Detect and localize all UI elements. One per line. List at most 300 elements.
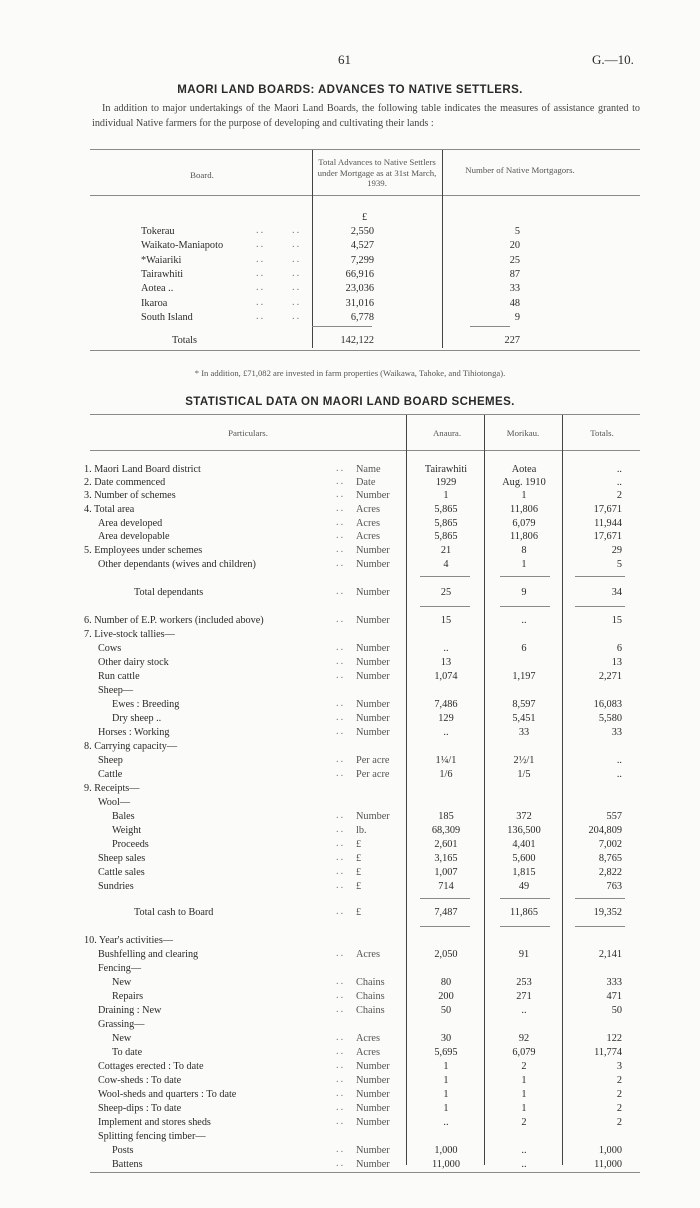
scheme-row-unit: Number xyxy=(356,587,390,598)
leader-dots: .. xyxy=(336,990,346,1001)
board-advances: 23,036 xyxy=(345,283,374,295)
board-name: South Island xyxy=(141,311,193,323)
scheme-row-morikau: 253 xyxy=(516,977,532,988)
scheme-row-label: 3. Number of schemes xyxy=(84,490,176,501)
scheme-row-anaura: .. xyxy=(443,1117,449,1128)
scheme-row-totals: 15 xyxy=(611,615,622,626)
board-advances: 66,916 xyxy=(345,268,374,280)
scheme-row-unit: Number xyxy=(356,727,390,738)
leader-dots: .. xyxy=(336,463,346,474)
scheme-row-totals: 13 xyxy=(611,657,622,668)
scheme-row-morikau: 11,806 xyxy=(510,504,538,515)
scheme-row-totals: 17,671 xyxy=(593,504,622,515)
totaldep-bottom-rule-t xyxy=(575,606,625,607)
table2-header-morikau: Morikau. xyxy=(506,428,540,438)
scheme-row-label: New xyxy=(112,977,132,988)
scheme-row-label: 10. Year's activities— xyxy=(84,935,173,946)
scheme-row-morikau: 11,865 xyxy=(510,907,538,918)
scheme-row-totals: 19,352 xyxy=(593,907,622,918)
scheme-row-totals: 471 xyxy=(606,991,622,1002)
scheme-row-morikau: 49 xyxy=(518,881,530,892)
scheme-row-morikau: .. xyxy=(521,1145,527,1156)
scheme-row-unit: Per acre xyxy=(356,769,390,780)
board-mortgagors: 33 xyxy=(509,283,520,295)
scheme-row-unit: Number xyxy=(356,1103,390,1114)
scheme-row-unit: Acres xyxy=(356,1033,381,1044)
scheme-row-totals: 2,822 xyxy=(598,867,622,878)
table1-totals-advances: 142,122 xyxy=(340,335,374,346)
leader-dots: .. xyxy=(256,282,266,294)
scheme-row-totals: 8,765 xyxy=(598,853,622,864)
leader-dots: .. xyxy=(336,1046,346,1057)
table1-header-rule xyxy=(90,195,640,196)
scheme-row-label: Sheep-dips : To date xyxy=(98,1103,182,1114)
scheme-row-morikau: 2½/1 xyxy=(513,755,535,766)
leader-dots: .. xyxy=(336,754,346,765)
totalcash-bottom-rule-t xyxy=(575,926,625,927)
leader-dots: .. xyxy=(292,267,302,279)
scheme-row-label: Implement and stores sheds xyxy=(98,1117,211,1128)
board-name: Tairawhiti xyxy=(141,268,184,280)
table1-footnote: * In addition, £71,082 are invested in farm properties (Waikawa, Tahoke, and Tihiotonga). xyxy=(194,368,506,378)
leader-dots: .. xyxy=(256,296,266,308)
leader-dots: .. xyxy=(336,614,346,625)
scheme-row-totals: 16,083 xyxy=(593,699,622,710)
scheme-row-morikau: 1/5 xyxy=(517,769,531,780)
leader-dots: .. xyxy=(256,310,266,322)
scheme-row-label: Area developable xyxy=(98,531,170,542)
leader-dots: .. xyxy=(336,948,346,959)
board-mortgagors: 25 xyxy=(509,254,520,266)
totalcash-bottom-rule-a xyxy=(420,926,470,927)
scheme-row-label: 2. Date commenced xyxy=(84,477,166,488)
leader-dots: .. xyxy=(292,239,302,251)
scheme-row-label: Bales xyxy=(112,811,135,822)
scheme-row-anaura: 1,007 xyxy=(434,867,458,878)
table2-header-anaura: Anaura. xyxy=(432,428,462,438)
scheme-row-unit: Number xyxy=(356,671,390,682)
scheme-row-totals: 29 xyxy=(611,545,622,556)
page-code: G.—10. xyxy=(592,52,634,67)
scheme-row-totals: 17,671 xyxy=(593,531,622,542)
scheme-row-label: Draining : New xyxy=(98,1005,162,1016)
scheme-row-totals: 11,774 xyxy=(594,1047,622,1058)
scheme-row-unit: Per acre xyxy=(356,755,390,766)
scheme-row-totals: .. xyxy=(616,464,622,475)
scheme-row-morikau: 1,815 xyxy=(512,867,536,878)
scheme-row-anaura: 185 xyxy=(438,811,454,822)
scheme-row-totals: 5,580 xyxy=(598,713,622,724)
scheme-row-label: Posts xyxy=(112,1145,134,1156)
scheme-row-label: Run cattle xyxy=(98,671,140,682)
scheme-row-morikau: 4,401 xyxy=(512,839,536,850)
scheme-row-totals: 34 xyxy=(611,587,622,598)
leader-dots: .. xyxy=(336,558,346,569)
scheme-row-label: Weight xyxy=(112,825,142,836)
scheme-row-label: Cow-sheds : To date xyxy=(98,1075,182,1086)
totaldep-bottom-rule-a xyxy=(420,606,470,607)
scheme-row-unit: lb. xyxy=(356,825,367,836)
scheme-row-unit: Number xyxy=(356,559,390,570)
leader-dots: .. xyxy=(336,476,346,487)
scheme-row-morikau: 9 xyxy=(521,587,527,598)
page-number: 61 xyxy=(338,52,351,67)
scheme-row-totals: 2 xyxy=(616,1075,622,1086)
scheme-row-morikau: 33 xyxy=(518,727,530,738)
leader-dots: .. xyxy=(336,810,346,821)
schemes-section-title: STATISTICAL DATA ON MAORI LAND BOARD SCHEMES. xyxy=(185,396,515,408)
table2-header-totals: Totals. xyxy=(590,428,614,438)
scheme-row-morikau: 136,500 xyxy=(507,825,541,836)
scheme-row-unit: Number xyxy=(356,615,390,626)
leader-dots: .. xyxy=(336,1088,346,1099)
table1-totals-mortgagors: 227 xyxy=(504,335,520,346)
scheme-row-totals: 11,944 xyxy=(594,518,622,529)
scheme-row-unit: Number xyxy=(356,657,390,668)
boards-intro-paragraph: In addition to major undertakings of the Maori Land Boards, the following table indicates the measures of assistance granted to individual Native farmers for the purpose of developing and cultivating their lands : xyxy=(92,103,640,129)
scheme-row-label: Area developed xyxy=(98,518,163,529)
table1-totals-label: Totals xyxy=(172,335,198,346)
scheme-row-label: Cottages erected : To date xyxy=(98,1061,204,1072)
table1-sum-rule-2 xyxy=(470,326,510,327)
scheme-row-anaura: Tairawhiti xyxy=(424,464,468,475)
scheme-row-totals: 3 xyxy=(616,1061,622,1072)
scheme-row-anaura: 50 xyxy=(440,1005,452,1016)
totalcash-top-rule-a xyxy=(420,898,470,899)
scheme-row-anaura: 11,000 xyxy=(432,1159,460,1170)
scheme-row-morikau: .. xyxy=(521,1159,527,1170)
scheme-row-totals: 2,271 xyxy=(598,671,622,682)
table2-header-rule xyxy=(90,450,640,451)
scheme-row-morikau: 11,806 xyxy=(510,531,538,542)
scheme-row-label: Ewes : Breeding xyxy=(112,699,180,710)
scheme-row-anaura: 200 xyxy=(438,991,454,1002)
scheme-row-unit: £ xyxy=(356,867,362,878)
board-advances: 2,550 xyxy=(350,226,374,237)
scheme-row-label: Wool— xyxy=(98,797,131,808)
scheme-row-morikau: 372 xyxy=(516,811,532,822)
scheme-row-unit: £ xyxy=(356,839,362,850)
scheme-row-totals: 1,000 xyxy=(598,1145,622,1156)
scheme-row-totals: 204,809 xyxy=(588,825,622,836)
leader-dots: .. xyxy=(336,976,346,987)
scheme-row-unit: Number xyxy=(356,1061,390,1072)
scheme-row-totals: 122 xyxy=(606,1033,622,1044)
table1-unit-label: £ xyxy=(362,212,368,223)
scheme-row-anaura: 2,050 xyxy=(434,949,458,960)
scheme-row-label: Cows xyxy=(98,643,122,654)
scheme-row-anaura: 1,000 xyxy=(434,1145,458,1156)
scheme-row-anaura: .. xyxy=(443,727,449,738)
totalcash-bottom-rule-m xyxy=(500,926,550,927)
scheme-row-unit: Number xyxy=(356,713,390,724)
scheme-row-unit: Acres xyxy=(356,518,381,529)
scheme-row-unit: £ xyxy=(356,907,362,918)
scheme-row-label: 7. Live-stock tallies— xyxy=(84,629,175,640)
scheme-row-unit: £ xyxy=(356,853,362,864)
scheme-row-totals: 2,141 xyxy=(598,949,622,960)
scheme-row-label: 4. Total area xyxy=(84,504,135,515)
totaldep-top-rule-a xyxy=(420,576,470,577)
scheme-row-label: Grassing— xyxy=(98,1019,145,1030)
scheme-row-label: 8. Carrying capacity— xyxy=(84,741,178,752)
leader-dots: .. xyxy=(336,656,346,667)
leader-dots: .. xyxy=(336,530,346,541)
board-mortgagors: 9 xyxy=(514,311,520,323)
scheme-row-unit: Number xyxy=(356,699,390,710)
scheme-row-label: Other dairy stock xyxy=(98,657,169,668)
totaldep-top-rule-t xyxy=(575,576,625,577)
leader-dots: .. xyxy=(256,225,266,236)
scheme-row-anaura: 1 xyxy=(443,1089,449,1100)
scheme-row-totals: 50 xyxy=(611,1005,622,1016)
scheme-row-morikau: 6,079 xyxy=(512,1047,536,1058)
leader-dots: .. xyxy=(292,310,302,322)
leader-dots: .. xyxy=(292,225,302,236)
scheme-row-anaura: 129 xyxy=(438,713,454,724)
scheme-row-unit: Acres xyxy=(356,531,381,542)
boards-section-title: MAORI LAND BOARDS: ADVANCES TO NATIVE SETTLERS. xyxy=(177,84,523,96)
scheme-row-label: Cattle sales xyxy=(98,867,145,878)
scheme-row-label: Sheep xyxy=(98,755,123,766)
scheme-row-unit: Number xyxy=(356,545,390,556)
scheme-row-label: To date xyxy=(112,1047,143,1058)
scheme-row-morikau: 1 xyxy=(521,490,527,501)
scheme-row-anaura: 25 xyxy=(440,587,452,598)
scheme-row-anaura: 1929 xyxy=(435,477,457,488)
scheme-row-label: Wool-sheds and quarters : To date xyxy=(98,1089,237,1100)
leader-dots: .. xyxy=(336,1074,346,1085)
leader-dots: .. xyxy=(292,296,302,308)
scheme-row-totals: 557 xyxy=(606,811,622,822)
scheme-row-totals: 333 xyxy=(606,977,622,988)
scheme-row-totals: 2 xyxy=(616,1103,622,1114)
scheme-row-anaura: 80 xyxy=(440,977,452,988)
board-name: Tokerau xyxy=(141,226,175,237)
leader-dots: .. xyxy=(336,824,346,835)
table1-top-rule xyxy=(90,149,640,150)
table2-divider-2 xyxy=(484,415,485,1165)
scheme-row-anaura: 1,074 xyxy=(434,671,458,682)
scheme-row-morikau: 2 xyxy=(521,1117,527,1128)
scheme-row-label: Battens xyxy=(112,1159,143,1170)
scheme-row-morikau: 6,079 xyxy=(512,518,536,529)
board-mortgagors: 87 xyxy=(509,268,520,280)
scheme-row-anaura: 3,165 xyxy=(434,853,458,864)
scheme-row-unit: Chains xyxy=(356,991,385,1002)
table2-header-particulars: Particulars. xyxy=(228,428,268,438)
scheme-row-anaura: .. xyxy=(443,643,449,654)
scheme-row-totals: .. xyxy=(616,477,622,488)
table1-sum-rule-1 xyxy=(312,326,372,327)
scheme-row-label: Dry sheep .. xyxy=(112,713,162,724)
scheme-row-morikau: Aotea xyxy=(511,464,537,475)
leader-dots: .. xyxy=(336,642,346,653)
scheme-row-anaura: 1 xyxy=(443,1075,449,1086)
scheme-row-morikau: 1 xyxy=(521,1075,527,1086)
leader-dots: .. xyxy=(256,253,266,265)
scheme-row-anaura: 1 xyxy=(443,1103,449,1114)
table2-top-rule xyxy=(90,414,640,415)
scheme-row-anaura: 4 xyxy=(443,559,449,570)
scheme-row-anaura: 2,601 xyxy=(434,839,458,850)
leader-dots: .. xyxy=(336,768,346,779)
scheme-row-anaura: 5,865 xyxy=(434,518,458,529)
scheme-row-anaura: 5,695 xyxy=(434,1047,458,1058)
scheme-row-totals: 763 xyxy=(606,881,622,892)
scheme-row-unit: Number xyxy=(356,490,390,501)
scheme-row-anaura: 15 xyxy=(440,615,452,626)
scheme-row-morikau: 8,597 xyxy=(512,699,536,710)
leader-dots: .. xyxy=(292,253,302,265)
scheme-row-anaura: 13 xyxy=(440,657,452,668)
totaldep-top-rule-m xyxy=(500,576,550,577)
leader-dots: .. xyxy=(336,544,346,555)
scheme-row-label: Splitting fencing timber— xyxy=(98,1131,206,1142)
scheme-row-anaura: 1 xyxy=(443,1061,449,1072)
leader-dots: .. xyxy=(336,906,346,917)
scheme-row-label: Fencing— xyxy=(98,963,142,974)
scheme-row-unit: Date xyxy=(356,477,376,488)
scheme-row-label: Bushfelling and clearing xyxy=(98,949,199,960)
scheme-row-label: Total dependants xyxy=(134,587,204,598)
leader-dots: .. xyxy=(336,712,346,723)
scheme-row-anaura: 1/6 xyxy=(439,769,453,780)
scheme-row-anaura: 68,309 xyxy=(431,825,461,836)
scheme-row-anaura: 5,865 xyxy=(434,504,458,515)
scheme-row-label: Sheep— xyxy=(98,685,134,696)
leader-dots: .. xyxy=(336,852,346,863)
scheme-row-morikau: 6 xyxy=(521,643,527,654)
leader-dots: .. xyxy=(336,1060,346,1071)
scheme-row-unit: Number xyxy=(356,1075,390,1086)
table2-bottom-rule xyxy=(90,1172,640,1173)
leader-dots: .. xyxy=(336,1032,346,1043)
scheme-row-label: New xyxy=(112,1033,132,1044)
scheme-row-unit: Number xyxy=(356,643,390,654)
leader-dots: .. xyxy=(336,1144,346,1155)
scheme-row-morikau: 92 xyxy=(518,1033,530,1044)
totalcash-top-rule-m xyxy=(500,898,550,899)
scheme-row-unit: Name xyxy=(356,464,381,475)
leader-dots: .. xyxy=(256,239,266,251)
board-advances: 6,778 xyxy=(350,311,374,323)
scheme-row-morikau: 1 xyxy=(521,1103,527,1114)
scheme-row-morikau: Aug. 1910 xyxy=(502,477,546,488)
scheme-row-label: Other dependants (wives and children) xyxy=(98,559,256,570)
scheme-row-label: 5. Employees under schemes xyxy=(84,545,203,556)
leader-dots: .. xyxy=(336,1004,346,1015)
scheme-row-morikau: 1 xyxy=(521,559,527,570)
board-name: Waikato-Maniapoto xyxy=(141,240,224,252)
leader-dots: .. xyxy=(336,698,346,709)
leader-dots: .. xyxy=(292,282,302,294)
scheme-row-totals: .. xyxy=(616,769,622,780)
board-name: Ikaroa xyxy=(141,297,168,309)
scheme-row-totals: 33 xyxy=(611,727,622,738)
scheme-row-anaura: 1¼/1 xyxy=(435,755,457,766)
scheme-row-label: Cattle xyxy=(98,769,123,780)
table1-bottom-rule xyxy=(90,350,640,351)
scheme-row-morikau: .. xyxy=(521,1005,527,1016)
scheme-row-unit: Acres xyxy=(356,1047,381,1058)
board-mortgagors: 20 xyxy=(509,240,520,252)
totalcash-top-rule-t xyxy=(575,898,625,899)
table1-header-mortgagors: Number of Native Mortgagors. xyxy=(465,165,575,175)
board-name: *Waiariki xyxy=(141,254,182,266)
scheme-row-morikau: 5,600 xyxy=(512,853,536,864)
leader-dots: .. xyxy=(336,670,346,681)
scheme-row-unit: Acres xyxy=(356,504,381,515)
scheme-row-label: Repairs xyxy=(112,991,144,1002)
scheme-row-morikau: .. xyxy=(521,615,527,626)
scheme-row-label: Horses : Working xyxy=(98,727,170,738)
board-name: Aotea .. xyxy=(141,283,174,295)
totaldep-bottom-rule-m xyxy=(500,606,550,607)
scheme-row-totals: 7,002 xyxy=(598,839,622,850)
leader-dots: .. xyxy=(336,880,346,891)
scheme-row-morikau: 1 xyxy=(521,1089,527,1100)
leader-dots: .. xyxy=(256,267,266,279)
leader-dots: .. xyxy=(336,726,346,737)
board-advances: 7,299 xyxy=(350,254,374,266)
scheme-row-unit: £ xyxy=(356,881,362,892)
scheme-row-totals: 11,000 xyxy=(594,1159,622,1170)
leader-dots: .. xyxy=(336,1102,346,1113)
scheme-row-unit: Number xyxy=(356,1117,390,1128)
table1-header-advances: Total Advances to Native Settlers under Mortgage as at 31st March, 1939. xyxy=(317,157,437,188)
scheme-row-totals: 5 xyxy=(616,559,622,570)
scheme-row-unit: Chains xyxy=(356,977,385,988)
scheme-row-unit: Number xyxy=(356,1089,390,1100)
scheme-row-morikau: 8 xyxy=(521,545,527,556)
scheme-row-label: Sheep sales xyxy=(98,853,146,864)
scheme-row-label: Sundries xyxy=(98,881,134,892)
leader-dots: .. xyxy=(336,489,346,500)
scheme-row-anaura: 714 xyxy=(438,881,454,892)
scheme-row-morikau: 2 xyxy=(521,1061,527,1072)
scheme-row-unit: Acres xyxy=(356,949,381,960)
leader-dots: .. xyxy=(336,586,346,597)
scheme-row-label: Total cash to Board xyxy=(134,907,214,918)
scheme-row-morikau: 1,197 xyxy=(512,671,536,682)
scheme-row-anaura: 5,865 xyxy=(434,531,458,542)
scheme-row-morikau: 5,451 xyxy=(512,713,536,724)
leader-dots: .. xyxy=(336,1116,346,1127)
scheme-row-totals: 2 xyxy=(616,1089,622,1100)
scheme-row-label: 1. Maori Land Board district xyxy=(84,464,201,475)
scheme-row-anaura: 1 xyxy=(443,490,449,501)
scheme-row-totals: 6 xyxy=(616,643,622,654)
leader-dots: .. xyxy=(336,503,346,514)
scheme-row-anaura: 30 xyxy=(440,1033,452,1044)
scheme-row-unit: Number xyxy=(356,1159,390,1170)
leader-dots: .. xyxy=(336,866,346,877)
scheme-row-totals: 2 xyxy=(616,1117,622,1128)
scheme-row-morikau: 271 xyxy=(516,991,532,1002)
scheme-row-morikau: 91 xyxy=(518,949,530,960)
board-advances: 31,016 xyxy=(345,297,374,309)
board-mortgagors: 48 xyxy=(509,297,520,309)
scheme-row-unit: Number xyxy=(356,1145,390,1156)
scheme-row-anaura: 21 xyxy=(440,545,452,556)
leader-dots: .. xyxy=(336,517,346,528)
leader-dots: .. xyxy=(336,838,346,849)
scheme-row-anaura: 7,486 xyxy=(434,699,458,710)
board-advances: 4,527 xyxy=(350,240,374,252)
scheme-row-anaura: 7,487 xyxy=(434,907,458,918)
board-mortgagors: 5 xyxy=(514,226,520,237)
